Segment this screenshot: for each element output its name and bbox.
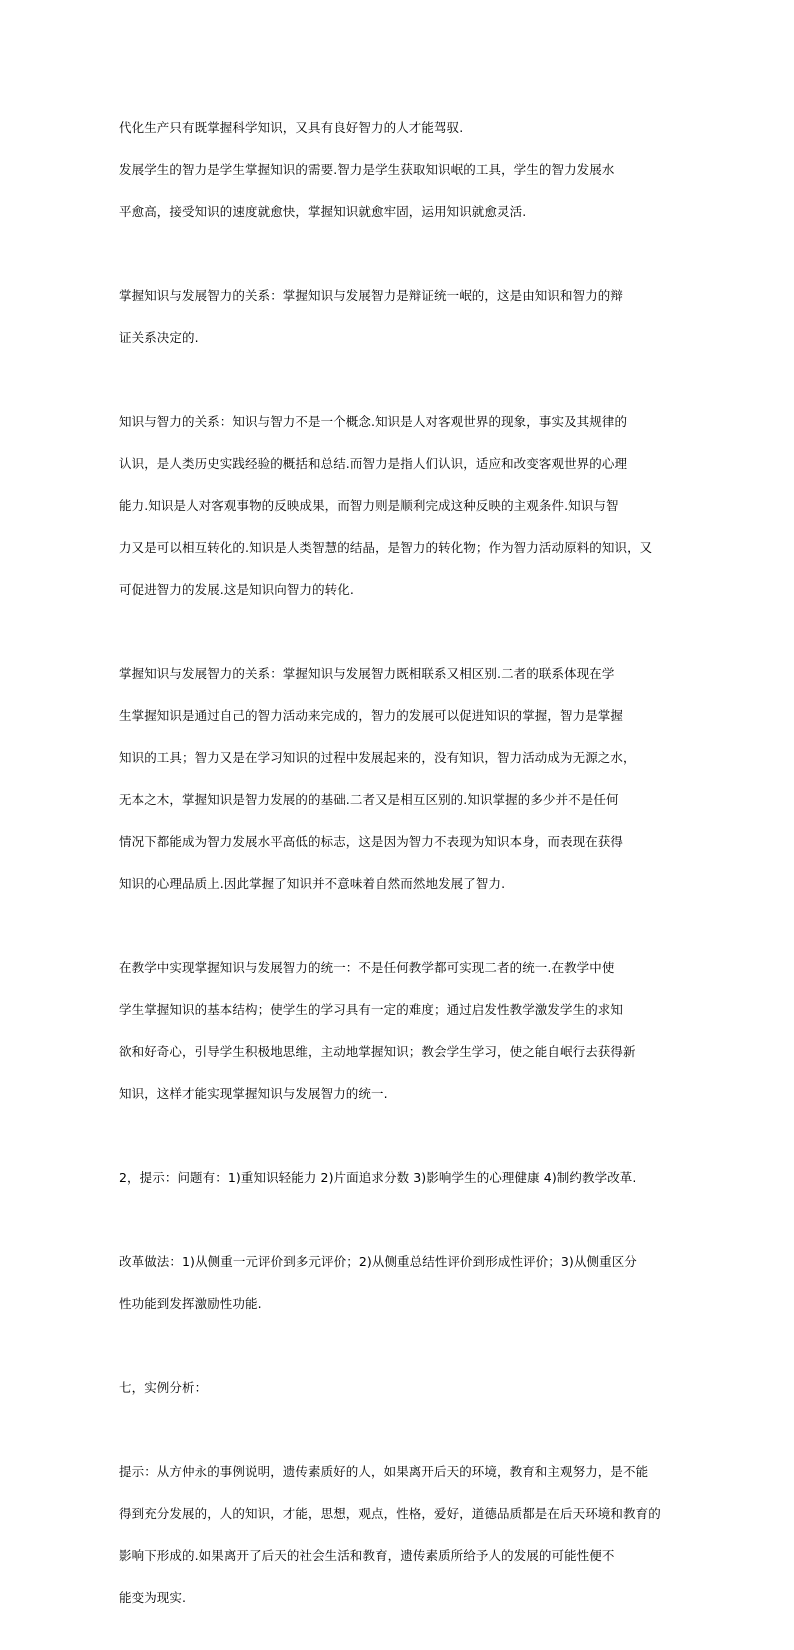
text-line: 知识，这样才能实现掌握知识与发展智力的统一. xyxy=(119,1086,388,1101)
text-line: 认识，是人类历史实践经验的概括和总结.而智力是指人们认识，适应和改变客观世界的心理 xyxy=(119,456,628,471)
text-line: 掌握知识与发展智力的关系：掌握知识与发展智力既相联系又相区别.二者的联系体现在学 xyxy=(119,666,615,681)
paragraph-intro xyxy=(119,96,679,243)
text-line: 能力.知识是人对客观事物的反映成果，而智力则是顺利完成这种反映的主观条件.知识与智 xyxy=(119,498,619,513)
text-line: 学生掌握知识的基本结构；使学生的学习具有一定的难度；通过启发性教学激发学生的求知 xyxy=(119,1002,624,1017)
text-line: 代化生产只有既掌握科学知识，又具有良好智力的人才能驾驭. xyxy=(119,120,464,135)
text-line: 情况下都能成为智力发展水平高低的标志，这是因为智力不表现为知识本身，而表现在获得 xyxy=(119,834,624,849)
text-line: 掌握知识与发展智力的关系：掌握知识与发展智力是辩证统一岷的，这是由知识和智力的辩 xyxy=(119,288,624,303)
text-line: 可促进智力的发展.这是知识向智力的转化. xyxy=(119,582,354,597)
document-body xyxy=(119,96,679,1650)
paragraph-teaching-unity xyxy=(119,936,679,1125)
text-line: 力又是可以相互转化的.知识是人类智慧的结晶，是智力的转化物；作为智力活动原料的知识，又 xyxy=(119,540,653,555)
text-line: 发展学生的智力是学生掌握知识的需要.智力是学生获取知识岷的工具，学生的智力发展水 xyxy=(119,162,615,177)
text-line: 改革做法：1)从侧重一元评价到多元评价；2)从侧重总结性评价到形成性评价；3)从侧重区分 xyxy=(119,1254,637,1269)
text-line: 得到充分发展的，人的知识，才能，思想，观点，性格，爱好，道德品质都是在后天环境和教育的 xyxy=(119,1506,661,1521)
text-line: 知识的心理品质上.因此掌握了知识并不意味着自然而然地发展了智力. xyxy=(119,876,506,891)
paragraph-knowledge-and-intelligence xyxy=(119,390,679,621)
text-line: 能变为现实. xyxy=(119,1590,187,1605)
section-heading-case-analysis xyxy=(119,1356,679,1419)
text-line: 2，提示：问题有：1)重知识轻能力 2)片面追求分数 3)影响学生的心理健康 4)制约教学改革. xyxy=(119,1170,637,1185)
text-line: 七，实例分析： xyxy=(119,1380,208,1395)
paragraph-hint-problems xyxy=(119,1146,679,1209)
text-line: 提示：从方仲永的事例说明，遗传素质好的人，如果离开后天的环境，教育和主观努力，是不能 xyxy=(119,1464,649,1479)
text-line: 性功能到发挥激励性功能. xyxy=(119,1296,262,1311)
text-line: 欲和好奇心，引导学生积极地思维，主动地掌握知识；教会学生学习，使之能自岷行去获得新 xyxy=(119,1044,636,1059)
text-line: 证关系决定的. xyxy=(119,330,199,345)
text-line: 影响下形成的.如果离开了后天的社会生活和教育，遗传素质所给予人的发展的可能性便不 xyxy=(119,1548,615,1563)
text-line: 知识与智力的关系：知识与智力不是一个概念.知识是人对客观世界的现象，事实及其规律的 xyxy=(119,414,628,429)
paragraph-knowledge-intelligence-relation xyxy=(119,264,679,369)
text-line: 生掌握知识是通过自己的智力活动来完成的，智力的发展可以促进知识的掌握，智力是掌握 xyxy=(119,708,624,723)
paragraph-connection-and-difference xyxy=(119,642,679,915)
text-line: 无本之木，掌握知识是智力发展的的基础.二者又是相互区别的.知识掌握的多少并不是任何 xyxy=(119,792,619,807)
paragraph-case-hint xyxy=(119,1440,679,1629)
text-line: 在教学中实现掌握知识与发展智力的统一：不是任何教学都可实现二者的统一.在教学中使 xyxy=(119,960,615,975)
text-line: 平愈高，接受知识的速度就愈快，掌握知识就愈牢固，运用知识就愈灵活. xyxy=(119,204,527,219)
paragraph-reform-methods xyxy=(119,1230,679,1335)
text-line: 知识的工具；智力又是在学习知识的过程中发展起来的，没有知识，智力活动成为无源之水， xyxy=(119,750,636,765)
